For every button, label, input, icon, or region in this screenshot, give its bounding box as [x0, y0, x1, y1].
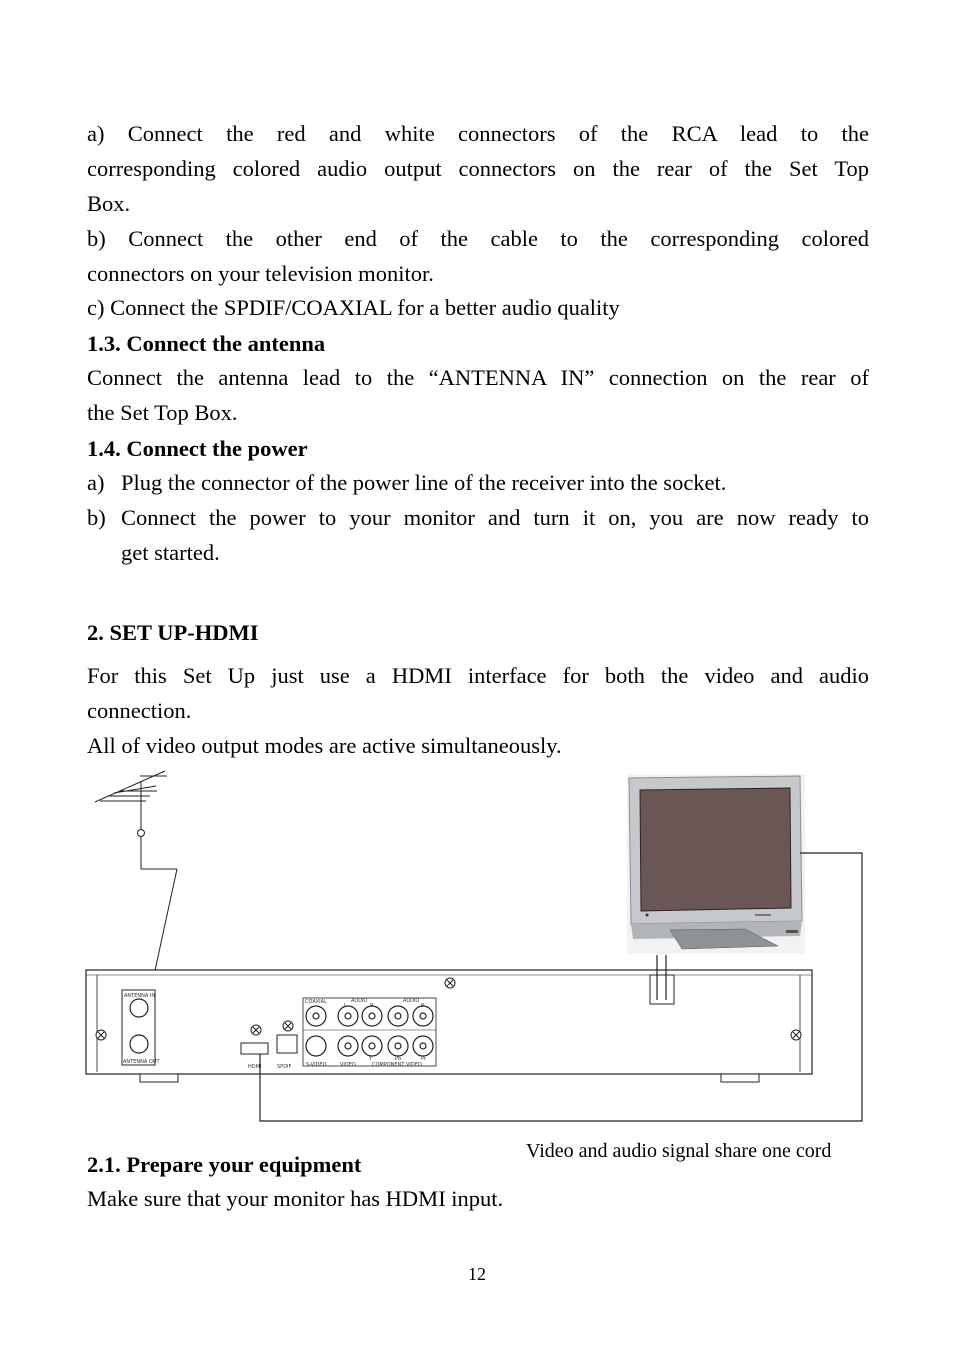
spdif-port-label: SPDIF: [277, 1064, 292, 1070]
section-2-line-2: connection.: [87, 698, 192, 723]
television-icon: [627, 774, 805, 954]
antenna-in-label: ANTENNA IN: [124, 993, 156, 999]
audio-step-a-line-2: corresponding colored audio output connectors on the rear of the Set Top: [87, 156, 869, 181]
section-1-4-heading: 1.4. Connect the power: [87, 436, 308, 461]
audio-step-a-line-1: a) Connect the red and white connectors of the RCA lead to the: [87, 121, 869, 146]
section-2-1-line-1: Make sure that your monitor has HDMI input.: [87, 1186, 504, 1211]
list-marker-a: a): [87, 470, 105, 495]
component-pb-label: Pb: [395, 1056, 402, 1062]
set-top-box-rear-panel: [86, 970, 812, 1082]
section-1-3-heading: 1.3. Connect the antenna: [87, 331, 326, 356]
audio-step-b-line-2: connectors on your television monitor.: [87, 261, 434, 286]
audio-r-label: R: [370, 1003, 374, 1009]
component-pr-label: Pr: [421, 1056, 426, 1062]
section-1-4-item-b-line-2: get started.: [121, 540, 220, 565]
svideo-label: S-VIDEO: [306, 1062, 327, 1068]
coaxial-label: COAXIAL: [305, 999, 327, 1005]
antenna-out-label: ANTENNA OUT: [123, 1059, 160, 1065]
page-number: 12: [468, 1264, 486, 1284]
section-2-line-1: For this Set Up just use a HDMI interface for both the video and audio: [87, 663, 869, 688]
list-marker-b: b): [87, 505, 106, 530]
section-1-4-item-a: Plug the connector of the power line of the receiver into the socket.: [121, 470, 727, 495]
hdmi-connection-diagram: [0, 760, 954, 1130]
hdmi-port-label: HDMI: [248, 1064, 262, 1070]
audio-l-label: L: [344, 1003, 347, 1009]
audio-label-left: AUDIO: [351, 998, 368, 1004]
audio-step-a-line-3: Box.: [87, 191, 131, 216]
component-video-label: COMPONENT VIDEO: [372, 1062, 422, 1068]
section-1-3-line-2: the Set Top Box.: [87, 400, 238, 425]
section-1-4-item-b-line-1: Connect the power to your monitor and turn it on, you are now ready to: [121, 505, 869, 530]
section-1-3-line-1: Connect the antenna lead to the “ANTENNA IN” connection on the rear of: [87, 365, 869, 390]
video-label: VIDEO: [340, 1062, 356, 1068]
audio-step-c-line-1: c) Connect the SPDIF/COAXIAL for a better audio quality: [87, 295, 620, 320]
section-2-line-3: All of video output modes are active simultaneously.: [87, 733, 562, 758]
section-2-heading: 2. SET UP-HDMI: [87, 620, 259, 645]
audio-step-b-line-1: b) Connect the other end of the cable to the corresponding colored: [87, 226, 869, 251]
component-y-label: Y: [369, 1056, 373, 1062]
audio-label-right: AUDIO: [403, 998, 420, 1004]
diagram-caption: Video and audio signal share one cord: [526, 1140, 832, 1162]
section-2-1-heading: 2.1. Prepare your equipment: [87, 1152, 362, 1177]
audio-r-label-2: R: [421, 1003, 425, 1009]
